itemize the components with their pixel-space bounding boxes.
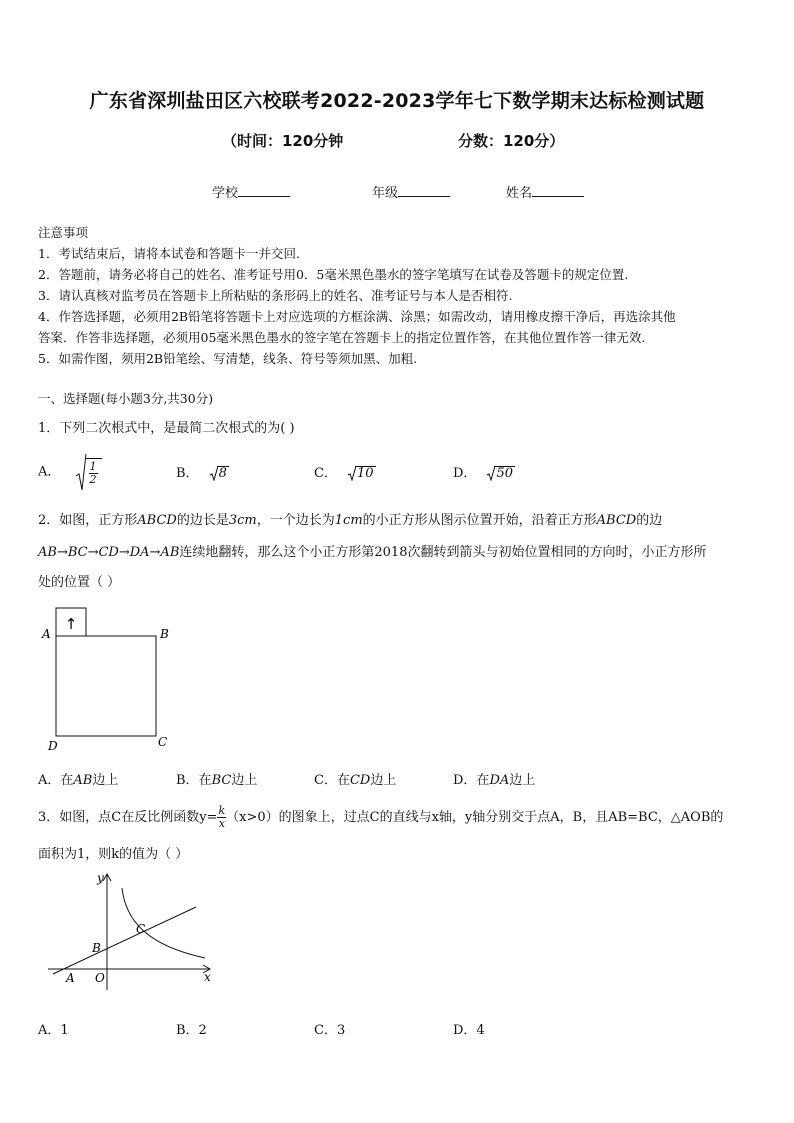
page-title: 广东省深圳盐田区六校联考2022-2023学年七下数学期末达标检测试题 [89,90,705,112]
school-blank[interactable] [238,184,290,197]
q3-k: k [218,804,226,817]
q1-a-denominator: 2 [89,473,97,486]
label-o: O [95,971,105,985]
q2-3cm: 3cm [228,513,257,528]
q2-option-c [314,769,396,788]
note-item: 3．请认真核对监考员在答题卡上所粘贴的条形码上的姓名、准考证号与本人是否相符. [38,288,513,303]
q1-stem: 1．下列二次根式中，是最简二次根式的为( ) [38,421,295,436]
notes-section [38,222,760,369]
grade-field [372,182,450,201]
q3-option-d: D．4 [453,1023,485,1038]
label-c: C [136,922,146,936]
label-b: B [92,941,101,955]
q1-option-c [314,462,376,481]
label-a: A [66,971,75,985]
q2-opt-edge: BC [211,773,232,788]
grade-blank[interactable] [398,184,450,197]
q2-opt-tail: 边上 [370,773,397,788]
q2-line1 [38,509,662,528]
q1-option-d [453,462,515,481]
name-label: 姓名 [506,186,533,201]
q3-text: 3．如图，点C在反比例函数y= [38,810,218,825]
q3-option-b: B．2 [176,1023,207,1038]
q2-text: 连续地翻转，那么这个小正方形第2018次翻转到箭头与初始位置相同的方向时，小正方形所 [179,545,707,560]
q2-text: 的小正方形从图示位置开始，沿着正方形 [362,513,597,528]
q3-figure [40,868,220,993]
q2-opt-tail: 边上 [509,773,536,788]
q2-abcd: ABCD [596,513,637,528]
grade-label: 年级 [372,186,399,201]
q1-a-numerator: 1 [89,460,97,473]
q1-b-label: B． [176,466,199,481]
q2-opt-edge: AB [73,773,93,788]
q3-option-a: A．1 [38,1023,69,1038]
name-blank[interactable] [532,184,584,197]
note-item: 答案．作答非选择题，必须用05毫米黑色墨水的签字笔在答题卡上的指定位置作答，在其他位置作答一律无效. [38,330,646,345]
q2-opt-label: B．在 [176,773,212,788]
name-field [506,182,584,201]
notes-heading: 注意事项 [38,225,89,240]
note-item: 1．考试结束后，请将本试卷和答题卡一并交回. [38,246,300,261]
q2-line2 [38,541,706,560]
q1-c-value: 10 [356,466,374,481]
q1-c-label: C． [314,466,337,481]
q3-line1 [38,805,723,830]
q2-opt-edge: DA [489,773,510,788]
q2-text: ，一个边长为 [256,513,335,528]
q2-path: AB→BC→CD→DA→AB [38,545,180,560]
q2-opt-label: C．在 [314,773,350,788]
q2-opt-tail: 边上 [92,773,119,788]
time-label: （时间：120分钟 [222,132,344,150]
q1-d-label: D． [453,466,477,481]
vertex-d: D [48,739,58,753]
big-square [56,636,156,736]
q2-text: 的边 [636,513,663,528]
q1-a-label: A． [38,464,61,480]
q2-text: 的边长是 [176,513,229,528]
arrow-up-icon: ↑ [64,615,78,633]
vertex-c: C [158,735,168,749]
q2-option-b [176,769,257,788]
note-item: 5．如需作图，须用2B铅笔绘、写清楚，线条、符号等须加黑、加粗. [38,351,418,366]
q2-option-a [38,769,118,788]
line-abc [53,907,196,974]
q2-opt-tail: 边上 [231,773,258,788]
q3-option-c: C．3 [314,1023,346,1038]
q1-b-value: 8 [218,466,227,481]
label-x: x [204,970,211,984]
q3-text: （x>0）的图象上，过点C的直线与x轴，y轴分别交于点A，B，且AB=BC，△AOB的 [226,810,724,825]
q2-text: 2．如图，正方形 [38,513,138,528]
q1-option-a [38,452,102,492]
school-label: 学校 [212,186,239,201]
q2-figure [36,600,186,755]
note-item: 2．答题前，请务必将自己的姓名、准考证号用0．5毫米黑色墨水的签字笔填写在试卷及答题卡的规定位置. [38,267,629,282]
q2-line3: 处的位置（ ） [38,575,121,590]
q2-opt-edge: CD [349,773,371,788]
score-label: 分数：120分） [458,132,565,150]
q3-x: x [218,817,225,830]
q2-opt-label: A．在 [38,773,74,788]
q1-d-value: 50 [496,466,513,481]
q2-opt-label: D．在 [453,773,490,788]
label-y: y [97,871,104,885]
section-heading: 一、选择题(每小题3分,共30分) [38,391,214,406]
school-field [212,182,290,201]
q2-abcd: ABCD [137,513,177,528]
vertex-a: A [42,627,51,641]
hyperbola-curve [122,888,205,958]
q3-line2: 面积为1，则k的值为（ ） [38,847,189,862]
note-item: 4．作答选择题，必须用2B铅笔将答题卡上对应选项的方框涂满、涂黑；如需改动，请用橡皮擦干净后，再选涂其他 [38,309,676,324]
vertex-b: B [160,627,169,641]
q1-option-b [176,462,229,481]
q2-option-d [453,769,535,788]
q2-1cm: 1cm [334,513,363,528]
